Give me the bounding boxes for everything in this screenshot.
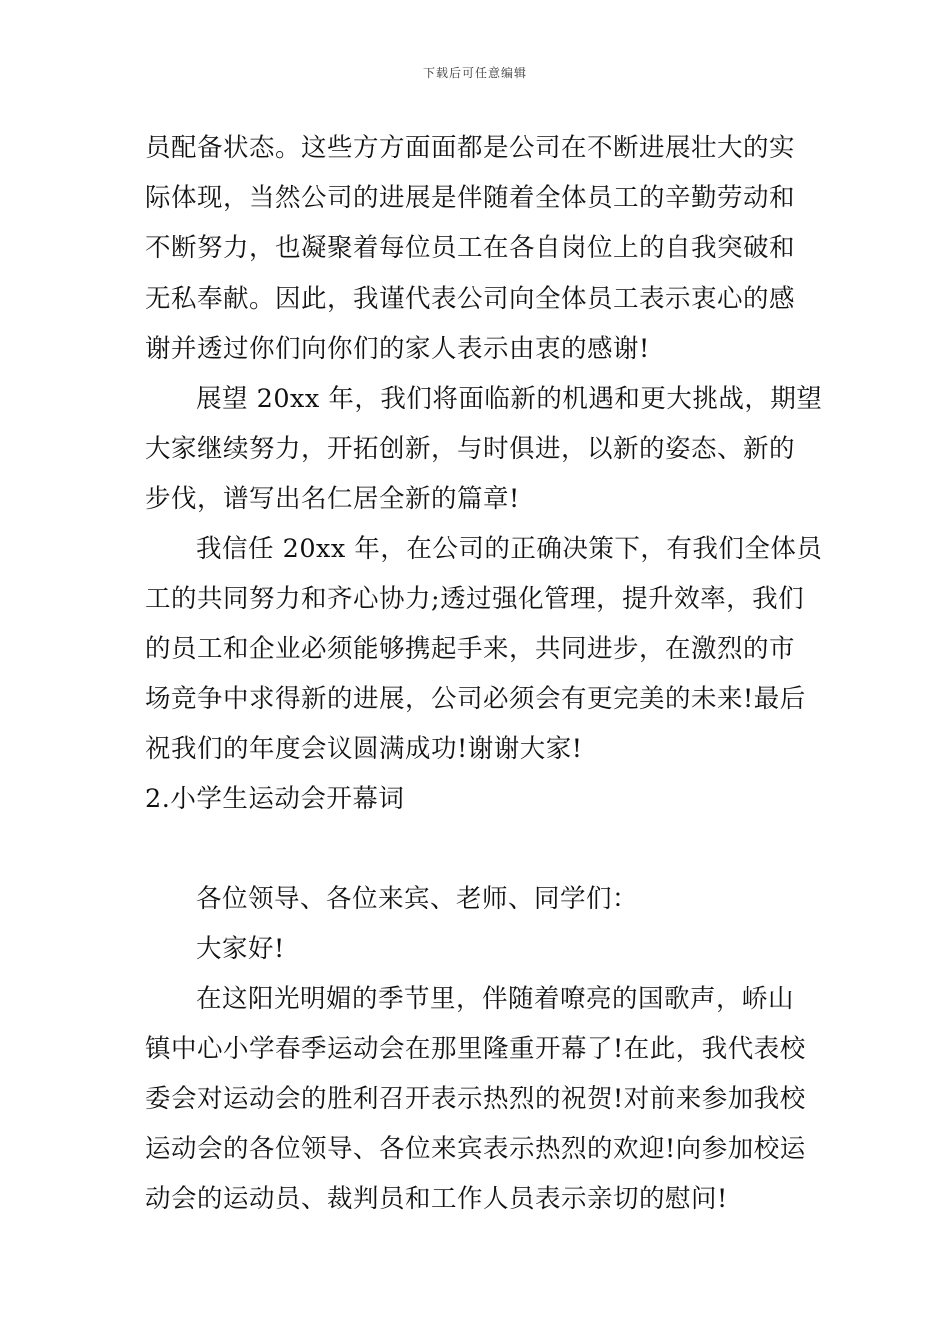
section-title: 2.小学生运动会开幕词 [145,784,405,814]
paragraph-line: 委会对运动会的胜利召开表示热烈的祝贺!对前来参加我校 [145,1084,806,1114]
paragraph-line: 运动会的各位领导、各位来宾表示热烈的欢迎!向参加校运 [145,1134,806,1164]
paragraph-line: 镇中心小学春季运动会在那里隆重开幕了!在此，我代表校 [145,1034,806,1064]
greeting: 各位领导、各位来宾、老师、同学们： [196,884,639,914]
paragraph-line: 场竞争中求得新的进展，公司必须会有更完美的未来!最后 [145,684,806,714]
paragraph-line: 展望 20xx 年，我们将面临新的机遇和更大挑战，期望 [196,384,823,414]
paragraph-line: 员配备状态。这些方方面面都是公司在不断进展壮大的实 [145,133,796,163]
paragraph-line: 我信任 20xx 年，在公司的正确决策下，有我们全体员 [196,534,823,564]
paragraph-line: 工的共同努力和齐心协力;透过强化管理，提升效率，我们 [145,584,805,614]
paragraph-line: 际体现，当然公司的进展是伴随着全体员工的辛勤劳动和 [145,183,796,213]
paragraph-line: 的员工和企业必须能够携起手来，共同进步，在激烈的市 [145,634,796,664]
paragraph-line: 大家继续努力，开拓创新，与时俱进，以新的姿态、新的 [145,434,796,464]
paragraph-line: 不断努力，也凝聚着每位员工在各自岗位上的自我突破和 [145,233,796,263]
paragraph-line: 祝我们的年度会议圆满成功!谢谢大家! [145,734,583,764]
paragraph-line: 在这阳光明媚的季节里，伴随着嘹亮的国歌声，峤山 [196,984,795,1014]
paragraph-line: 步伐，谱写出名仁居全新的篇章! [145,484,520,514]
paragraph-line: 无私奉献。因此，我谨代表公司向全体员工表示衷心的感 [145,284,796,314]
paragraph-line: 动会的运动员、裁判员和工作人员表示亲切的慰问! [145,1184,728,1214]
page-header: 下载后可任意编辑 [422,66,527,80]
paragraph-line: 谢并透过你们向你们的家人表示由衷的感谢! [145,334,650,364]
salutation: 大家好! [196,934,285,964]
